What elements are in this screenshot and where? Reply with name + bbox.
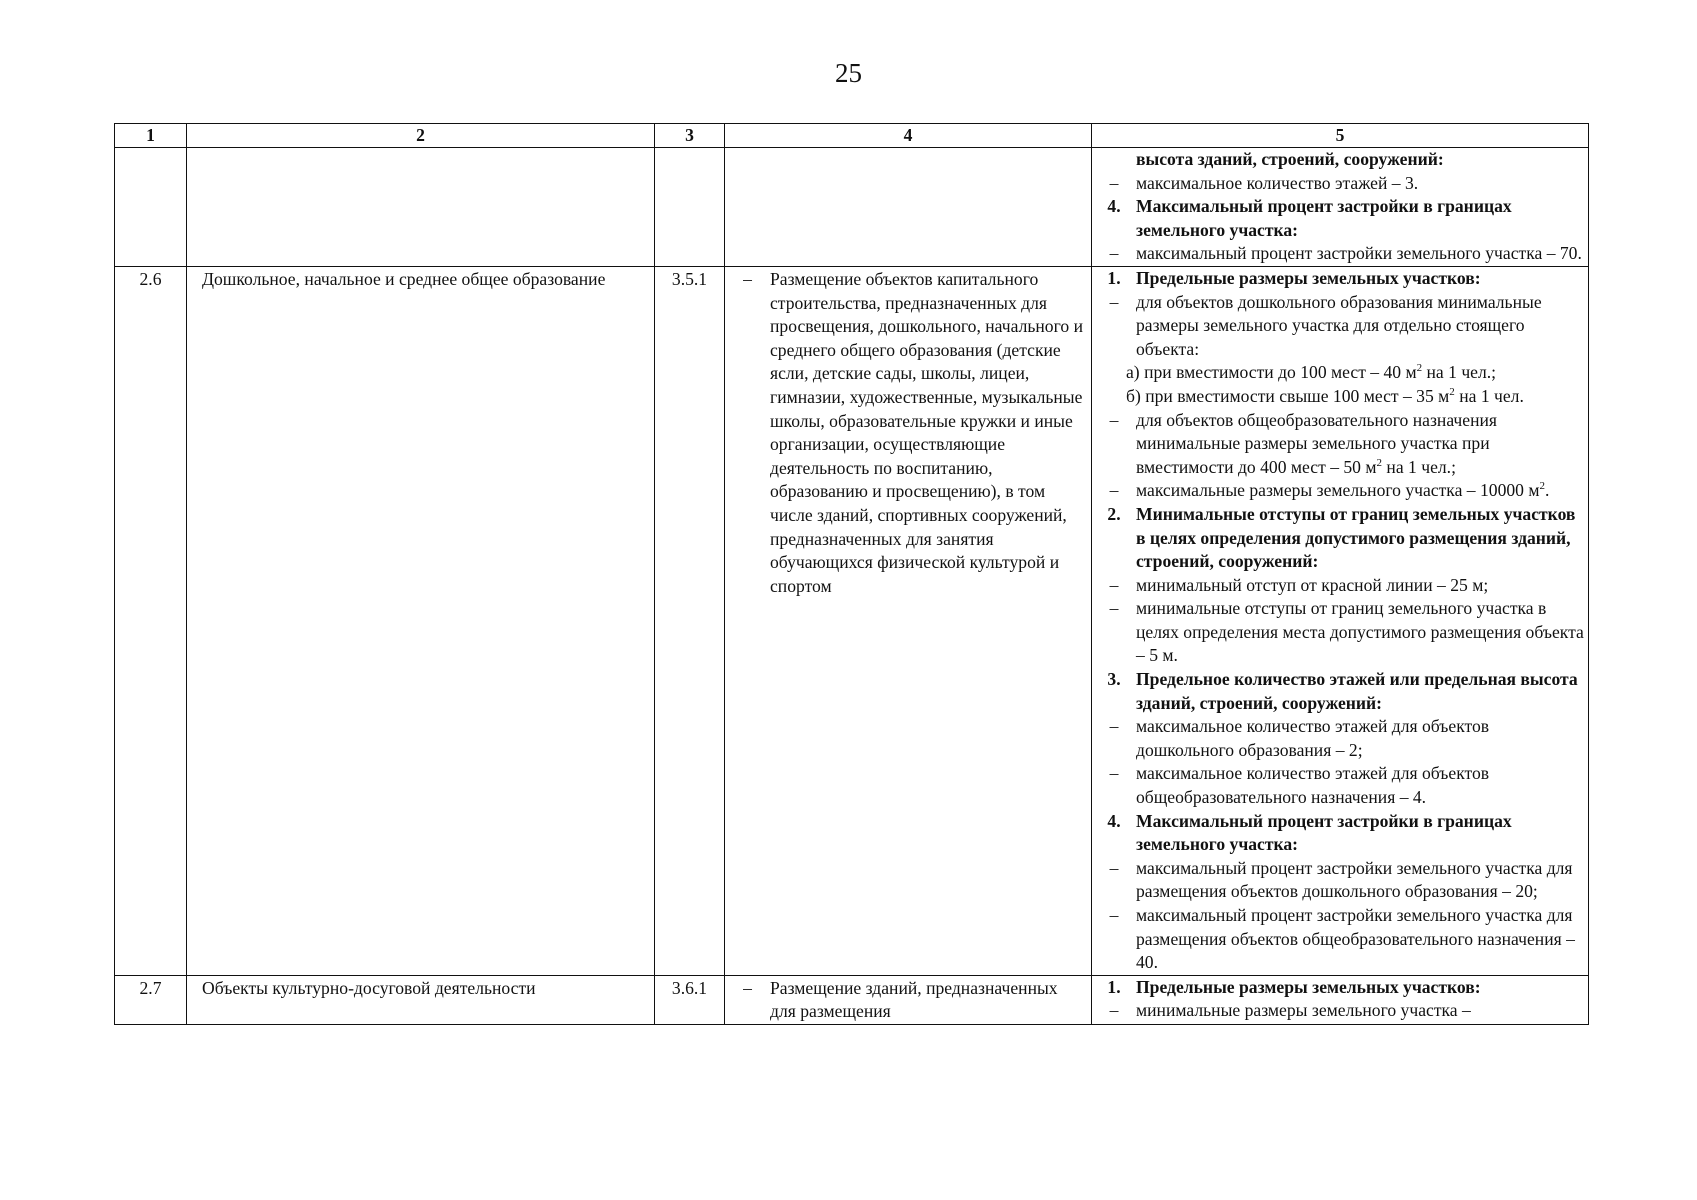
param-text: [1136, 479, 1584, 503]
description-dash: –: [743, 977, 752, 998]
param-heading: [1092, 503, 1584, 574]
param-text-main: Максимальный процент застройки в границах земельного участка:: [1136, 196, 1512, 240]
params-list: [1092, 267, 1584, 975]
param-text: [1136, 762, 1584, 809]
param-text-tail: на 1 чел.: [1454, 385, 1524, 406]
param-marker: –: [1109, 243, 1119, 264]
cont-code-cell: [655, 148, 725, 267]
param-text: [1136, 195, 1584, 242]
param-text: [1136, 810, 1584, 857]
param-text-main: Максимальный процент застройки в границах земельного участка:: [1136, 810, 1512, 855]
param-heading: [1092, 148, 1584, 172]
param-marker: –: [1109, 905, 1119, 925]
param-marker: –: [1109, 857, 1119, 878]
param-text-main: минимальный отступ от красной линии – 25 м;: [1136, 574, 1489, 595]
param-text-main: максимальный процент застройки земельного участка – 70.: [1136, 243, 1582, 264]
table-row-continued: [115, 148, 1589, 267]
param-item: [1092, 904, 1584, 975]
param-item: [1092, 172, 1584, 196]
header-row: [115, 124, 1589, 148]
params-list: [1092, 976, 1584, 1023]
param-text: [1126, 385, 1584, 409]
param-item: [1092, 479, 1584, 503]
param-text-main: минимальные отступы от границ земельного участка в целях определения места допустимого размещения объекта – 5 м.: [1136, 598, 1584, 666]
param-item: [1092, 574, 1584, 598]
param-text: [1136, 999, 1584, 1023]
param-heading: [1092, 668, 1584, 715]
param-text-main: для объектов общеобразовательного назначения минимальные размеры земельного участка при вместимости до 400 мест – 50 м: [1136, 409, 1498, 477]
param-text: [1136, 409, 1584, 480]
param-marker: –: [1109, 574, 1119, 595]
param-text-main: максимальное количество этажей – 3.: [1136, 172, 1419, 193]
unit-superscript: 2: [1539, 480, 1545, 493]
param-item: [1092, 857, 1584, 904]
param-item: [1092, 409, 1584, 480]
param-item: [1092, 385, 1584, 409]
param-marker: 4.: [1107, 810, 1121, 831]
param-text: [1136, 857, 1584, 904]
param-marker: 1.: [1107, 267, 1121, 288]
param-text: [1136, 574, 1584, 598]
param-marker: –: [1109, 1000, 1119, 1021]
param-text-main: высота зданий, строений, сооружений:: [1136, 149, 1444, 169]
param-text: [1136, 597, 1584, 668]
cont-desc-cell: [725, 148, 1092, 267]
param-text: [1136, 715, 1584, 762]
use-type-description-cell: [725, 975, 1092, 1024]
param-text-main: максимальное количество этажей для объектов общеобразовательного назначения – 4.: [1136, 763, 1490, 808]
param-text: [1136, 148, 1584, 172]
page-number: 25: [835, 58, 862, 88]
param-text-main: максимальный процент застройки земельного участка для размещения объектов дошкольного образования – 20;: [1136, 857, 1573, 902]
param-text-tail: на 1 чел.;: [1382, 456, 1456, 477]
header-col-2: 2: [187, 124, 655, 148]
use-type-name: Дошкольное, начальное и среднее общее образование: [187, 266, 655, 975]
param-item: [1092, 597, 1584, 668]
cont-num-cell: [115, 148, 187, 267]
param-text: [1136, 976, 1584, 1000]
param-text-tail: .: [1545, 480, 1550, 501]
param-marker: –: [1109, 291, 1119, 312]
use-type-description-cell: [725, 266, 1092, 975]
param-text-main: а) при вместимости до 100 мест – 40 м: [1126, 362, 1417, 383]
param-marker: 2.: [1107, 503, 1121, 524]
param-text: [1136, 668, 1584, 715]
param-item: [1092, 242, 1584, 266]
param-marker: 3.: [1107, 669, 1121, 690]
param-heading: [1092, 195, 1584, 242]
param-text-main: максимальное количество этажей для объектов дошкольного образования – 2;: [1136, 716, 1490, 760]
param-text: [1136, 904, 1584, 975]
param-text-main: максимальные размеры земельного участка – 10000 м: [1136, 480, 1540, 501]
param-item: [1092, 762, 1584, 809]
param-text-main: б) при вместимости свыше 100 мест – 35 м: [1126, 385, 1450, 406]
row-number: 2.6: [115, 266, 187, 975]
param-marker: [1092, 385, 1126, 409]
table-row-2-6: [115, 266, 1589, 975]
use-type-code: 3.6.1: [655, 975, 725, 1024]
cont-name-cell: [187, 148, 655, 267]
header-col-3: 3: [655, 124, 725, 148]
params-cell: [1092, 975, 1589, 1024]
param-marker: –: [1109, 172, 1119, 193]
params-cell: [1092, 266, 1589, 975]
param-marker: –: [1109, 763, 1119, 784]
param-marker: –: [1109, 716, 1119, 737]
param-item: [1092, 291, 1584, 362]
param-heading: [1092, 267, 1584, 291]
cont-params-cell: [1092, 148, 1589, 267]
param-marker: [1092, 148, 1136, 172]
unit-superscript: 2: [1449, 385, 1455, 398]
description-dash: –: [743, 268, 752, 289]
param-marker: 4.: [1107, 196, 1121, 217]
use-type-code: 3.5.1: [655, 266, 725, 975]
header-col-5: 5: [1092, 124, 1589, 148]
param-marker: 1.: [1107, 976, 1121, 997]
param-marker: [1092, 361, 1126, 385]
param-text-main: Предельные размеры земельных участков:: [1136, 267, 1481, 288]
param-text: [1126, 361, 1584, 385]
param-heading: [1092, 976, 1584, 1000]
param-marker: –: [1109, 409, 1119, 430]
use-type-description: Размещение зданий, предназначенных для размещения: [770, 977, 1058, 1022]
unit-superscript: 2: [1376, 456, 1383, 469]
param-text: [1136, 267, 1584, 291]
param-text: [1136, 172, 1584, 196]
param-text-main: Предельное количество этажей или предельная высота зданий, строений, сооружений:: [1136, 669, 1578, 713]
header-col-4: 4: [725, 124, 1092, 148]
use-type-description: Размещение объектов капитального строительства, предназначенных для просвещения, дошкольного, начального и среднего общего образования (детские ясли, детские сады, школы, лицеи, гимназии, художественные, музыкальные школы, образовательные кружки и иные организации, осуществляющие деятельность по воспитанию, образованию и просвещению), в том числе зданий, спортивных сооружений, предназначенных для занятия обучающихся физической культурой и спортом: [770, 268, 1083, 596]
header-col-1: 1: [115, 124, 187, 148]
param-text-main: максимальный процент застройки земельного участка для размещения объектов общеобразовательного назначения – 40.: [1136, 905, 1575, 973]
param-text: [1136, 242, 1584, 266]
param-item: [1092, 999, 1584, 1023]
param-item: [1092, 361, 1584, 385]
unit-superscript: 2: [1416, 362, 1423, 375]
param-heading: [1092, 810, 1584, 857]
param-text-main: Минимальные отступы от границ земельных участков в целях определения допустимого размещения зданий, строений, сооружений:: [1136, 503, 1576, 572]
param-text: [1136, 503, 1584, 574]
use-type-name: Объекты культурно-досуговой деятельности: [187, 975, 655, 1024]
param-item: [1092, 715, 1584, 762]
table-row-2-7: [115, 975, 1589, 1024]
row-number: 2.7: [115, 975, 187, 1024]
param-text-main: Предельные размеры земельных участков:: [1136, 976, 1481, 997]
param-text: [1136, 291, 1584, 362]
param-text-main: для объектов дошкольного образования минимальные размеры земельного участка для отдельно стоящего объекта:: [1136, 291, 1542, 359]
param-text-main: минимальные размеры земельного участка –: [1136, 1000, 1471, 1021]
param-text-tail: на 1 чел.;: [1422, 362, 1497, 383]
param-marker: –: [1109, 480, 1119, 501]
params-list: [1092, 148, 1584, 266]
regulations-table: [114, 123, 1589, 1025]
param-marker: –: [1109, 598, 1119, 619]
